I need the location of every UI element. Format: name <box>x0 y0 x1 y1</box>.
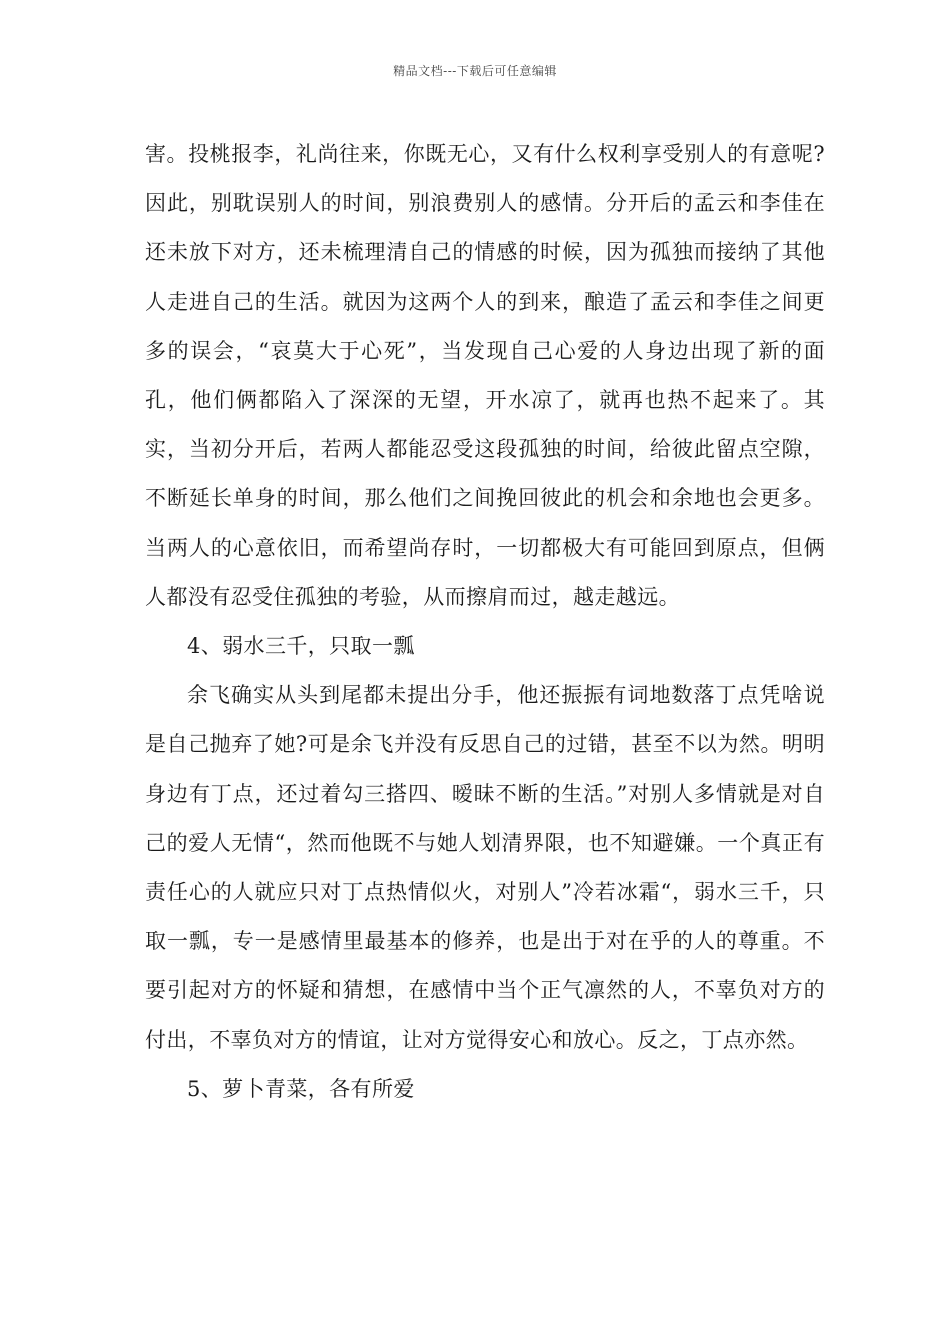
section-heading-4: 4、弱水三千，只取一瓢 <box>187 634 415 659</box>
page-header: 精品文档---下载后可任意编辑 <box>393 64 557 78</box>
paragraph-continued: 害。投桃报李，礼尚往来，你既无心，又有什么权利享受别人的有意呢?因此，别耽误别人的时间，别浪费别人的感情。分开后的孟云和李佳在还未放下对方，还未梳理清自己的情感的时候，因为孤独而接纳了其他人走进自己的生活。就因为这两个人的到来，酿造了孟云和李佳之间更多的误会，“哀莫大于心死”，当发现自己心爱的人身边出现了新的面孔，他们俩都陷入了深深的无望，开水凉了，就再也热不起来了。其实，当初分开后，若两人都能忍受这段孤独的时间，给彼此留点空隙，不断延长单身的时间，那么他们之间挽回彼此的机会和余地也会更多。当两人的心意依旧，而希望尚存时，一切都极大有可能回到原点，但俩人都没有忍受住孤独的考验，从而擦肩而过，越走越远。 <box>145 142 825 609</box>
document-body <box>145 130 825 1114</box>
paragraph-section-4: 余飞确实从头到尾都未提出分手，他还振振有词地数落丁点凭啥说是自己抛弃了她?可是余飞并没有反思自己的过错，甚至不以为然。明明身边有丁点，还过着勾三搭四、暧昧不断的生活。”对别人多情就是对自己的爱人无情“，然而他既不与她人划清界限，也不知避嫌。一个真正有责任心的人就应只对丁点热情似火，对别人”冷若冰霜“，弱水三千，只取一瓢，专一是感情里最基本的修养，也是出于对在乎的人的尊重。不要引起对方的怀疑和猜想，在感情中当个正气凛然的人，不辜负对方的付出，不辜负对方的情谊，让对方觉得安心和放心。反之，丁点亦然。 <box>145 683 825 1052</box>
section-heading-5: 5、萝卜青菜，各有所爱 <box>187 1076 415 1101</box>
